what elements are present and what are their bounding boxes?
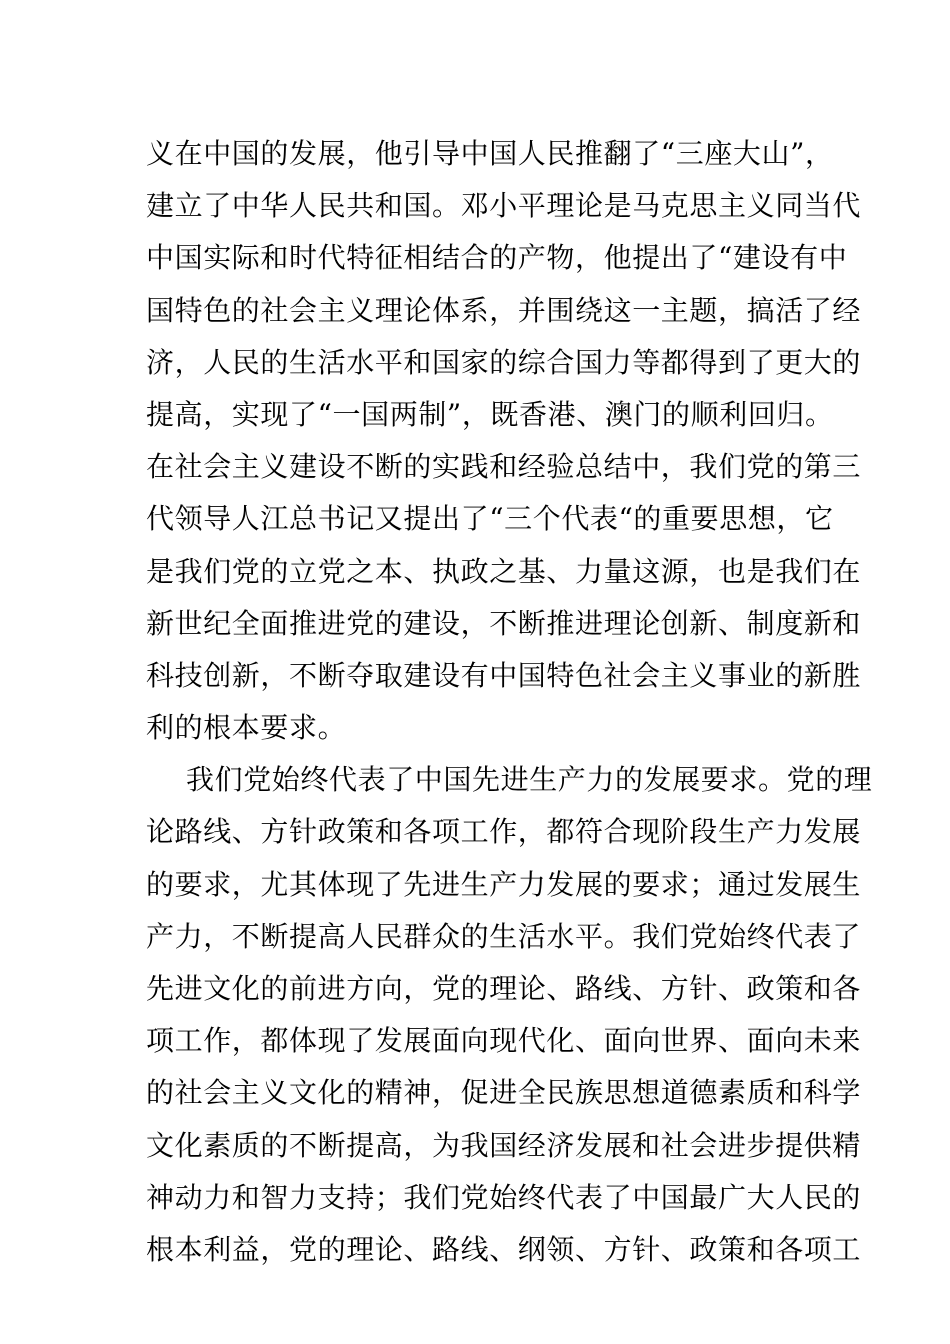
text-line: 神动力和智力支持；我们党始终代表了中国最广大人民的 [146,1180,862,1214]
text-line: 项工作，都体现了发展面向现代化、面向世界、面向未来 [146,1024,862,1058]
text-line: 中国实际和时代特征相结合的产物，他提出了“建设有中 [146,241,848,275]
text-line: 文化素质的不断提高，为我国经济发展和社会进步提供精 [146,1128,862,1162]
text-line: 科技创新，不断夺取建设有中国特色社会主义事业的新胜 [146,658,862,692]
text-line: 根本利益，党的理论、路线、纲领、方针、政策和各项工 [146,1232,862,1266]
document-body [146,128,873,1276]
text-line: 济，人民的生活水平和国家的综合国力等都得到了更大的 [146,345,862,379]
text-line: 的社会主义文化的精神，促进全民族思想道德素质和科学 [146,1076,862,1110]
text-line: 提高，实现了“一国两制”，既香港、澳门的顺利回归。 [146,397,834,431]
text-line: 利的根本要求。 [146,711,347,745]
text-line: 论路线、方针政策和各项工作，都符合现阶段生产力发展 [146,815,862,849]
text-line: 先进文化的前进方向，党的理论、路线、方针、政策和各 [146,972,862,1005]
text-line: 是我们党的立党之本、执政之基、力量这源，也是我们在 [146,554,862,588]
paragraph-first-line: 我们党始终代表了中国先进生产力的发展要求。党的理 [186,763,873,797]
text-line: 代领导人江总书记又提出了“三个代表“的重要思想，它 [146,502,834,536]
text-line: 产力，不断提高人民群众的生活水平。我们党始终代表了 [146,919,862,953]
text-line: 国特色的社会主义理论体系，并围绕这一主题，搞活了经 [146,293,862,327]
text-line: 义在中国的发展，他引导中国人民推翻了“三座大山”， [146,137,834,170]
text-line: 建立了中华人民共和国。邓小平理论是马克思主义同当代 [146,189,862,223]
text-line: 在社会主义建设不断的实践和经验总结中，我们党的第三 [146,450,862,484]
text-line: 的要求，尤其体现了先进生产力发展的要求；通过发展生 [146,867,862,901]
text-line: 新世纪全面推进党的建设，不断推进理论创新、制度新和 [146,606,862,640]
